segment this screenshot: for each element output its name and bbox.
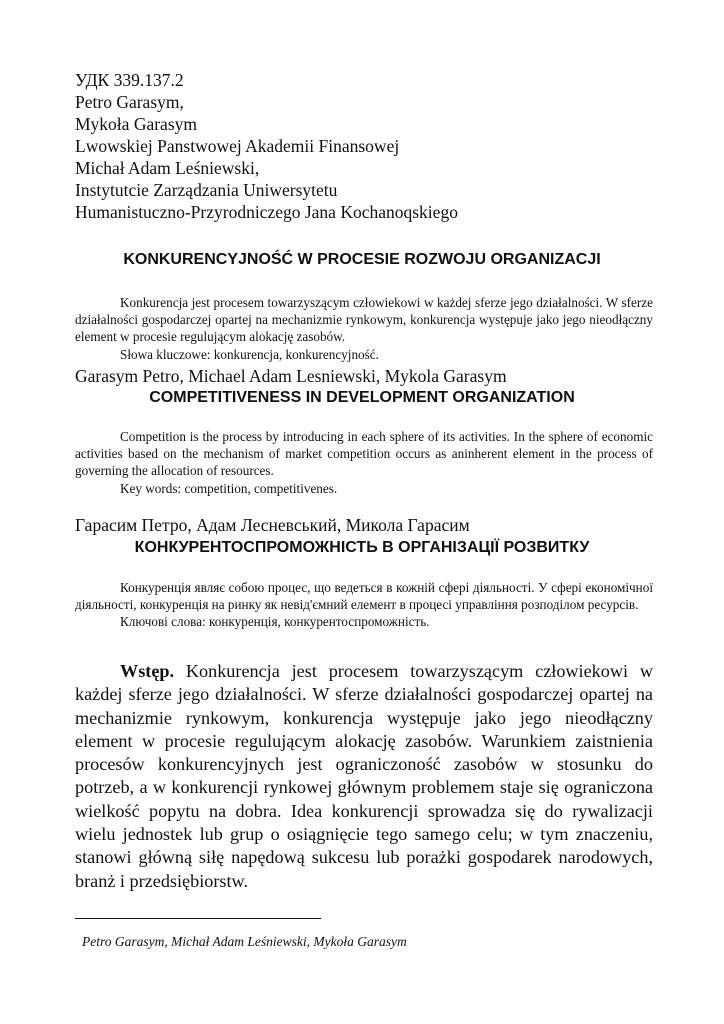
affiliation: Humanistuczno-Przyrodniczego Jana Kochanoqskiego [75, 202, 458, 222]
polish-abstract-block [75, 294, 653, 363]
affiliation: Instytutcie Zarządzania Uniwersytetu [75, 180, 338, 200]
udc-code: УДК 339.137.2 [75, 70, 184, 90]
author-affiliation-block [75, 69, 458, 223]
introduction-paragraph [75, 660, 653, 893]
ukrainian-abstract: Конкуренція являє собою процес, що ведеться в кожній сфері діяльності. У сфері економічної діяльності, конкуренція на ринку як невід'ємний елемент в процесі управління розподілом ресурсів. [75, 580, 653, 613]
english-title: COMPETITIVENESS IN DEVELOPMENT ORGANIZATION [149, 389, 575, 406]
english-authors: Garasym Petro, Michael Adam Lesniewski, Mykola Garasym [75, 366, 507, 386]
english-abstract-block [75, 428, 653, 497]
author-name: Mykoła Garasym [75, 114, 197, 134]
ukrainian-abstract-block [75, 579, 653, 631]
affiliation: Lwowskiej Panstwowej Akademii Finansowej [75, 136, 400, 156]
introduction-heading: Wstęp. [120, 661, 175, 681]
ukrainian-keywords: Ключові слова: конкуренція, конкурентоспроможність. [120, 614, 430, 630]
ukrainian-authors: Гарасим Петро, Адам Лесневський, Микола Гарасим [75, 515, 470, 535]
footnote-divider [75, 918, 321, 919]
introduction-text: Konkurencja jest procesem towarzyszącym człowiekowi w każdej sferze jego działalności. W sferze działalności gospodarczej opartej na mechanizmie rynkowym, konkurencja występuje jako jego nieodłączny element w procesie regulującym alokację zasobów. Warunkiem zaistnienia procesów konkurencyjnych jest ograniczoność zasobów w stosunku do potrzeb, a w konkurencji rynkowej głównym problemem staje się ograniczona wielkość popytu na dobra. Idea konkurencji sprowadza się do rywalizacji wielu jednostek lub grup o osiągnięcie tego samego celu; w tym znaczeniu, stanowi główną siłę napędową sukcesu lub porażki gospodarek narodowych, branż i przedsiębiorstw. [75, 661, 653, 891]
english-keywords: Key words: competition, competitivenes. [120, 480, 338, 496]
polish-keywords: Słowa kluczowe: konkurencja, konkurencyjność. [120, 346, 379, 362]
polish-abstract: Konkurencja jest procesem towarzyszącym człowiekowi w każdej sferze jego działalności. W sferze działalności gospodarczej opartej na mechanizmie rynkowym, konkurencja występuje jako jego nieodłączny element w procesie regulującym alokację zasobów. [75, 295, 653, 345]
author-name: Michał Adam Leśniewski, [75, 158, 260, 178]
english-abstract: Competition is the process by introducing in each sphere of its activities. In the sphere of economic activities based on the mechanism of market competition occurs as aninherent element in the process of governing the allocation of resources. [75, 429, 653, 479]
polish-title: KONKURENCYJNOŚĆ W PROCESIE ROZWOJU ORGANIZACJI [123, 251, 601, 268]
introduction-section [75, 660, 653, 893]
footnote: Petro Garasym, Michał Adam Leśniewski, Mykoła Garasym [82, 934, 407, 949]
ukrainian-title: КОНКУРЕНТОСПРОМОЖНІСТЬ В ОРГАНІЗАЦІЇ РОЗВИТКУ [134, 539, 590, 556]
author-name: Petro Garasym, [75, 92, 184, 112]
